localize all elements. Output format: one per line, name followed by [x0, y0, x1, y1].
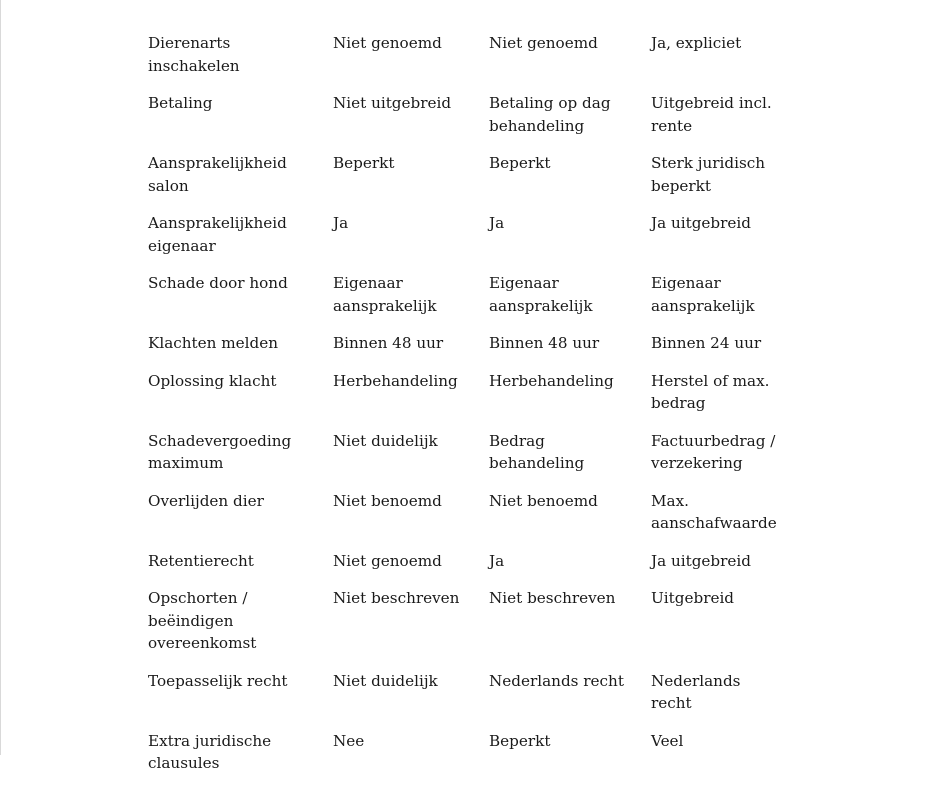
row-label: Klachten melden — [148, 334, 278, 352]
table-cell: Beperkt — [333, 154, 395, 172]
table-cell: Herbehandeling — [489, 371, 614, 390]
table-cell: Herbehandeling — [333, 371, 458, 390]
table-cell: Nederlands recht — [489, 671, 624, 690]
table-cell: Ja, expliciet — [651, 34, 742, 52]
row-label: Overlijden dier — [148, 491, 264, 510]
row-label: Retentierecht — [148, 551, 254, 570]
table-row — [140, 152, 789, 212]
table-cell: Ja — [489, 551, 505, 570]
table-cell: Betaling op dag behandeling — [489, 94, 611, 135]
table-cell: Eigenaar aansprakelijk — [489, 274, 593, 315]
table-row — [140, 670, 789, 730]
table-cell: Binnen 24 uur — [651, 334, 762, 352]
table-cell: Eigenaar aansprakelijk — [333, 274, 437, 315]
table-cell: Bedrag behandeling — [489, 431, 585, 472]
row-label: Toepasselijk recht — [148, 671, 288, 690]
table-cell: Ja uitgebreid — [651, 551, 751, 570]
table-cell: Nee — [333, 731, 365, 750]
table-row — [140, 730, 789, 790]
table-cell: Niet duidelijk — [333, 671, 438, 690]
table-cell: Beperkt — [489, 731, 551, 750]
table-cell: Niet beschreven — [489, 589, 616, 607]
table-cell: Niet benoemd — [489, 491, 598, 510]
table-cell: Niet duidelijk — [333, 431, 438, 450]
table-cell: Ja — [333, 214, 349, 232]
comparison-table-body — [140, 32, 789, 790]
table-cell: Veel — [651, 731, 684, 750]
row-label: Schade door hond — [148, 274, 288, 292]
table-cell: Niet benoemd — [333, 491, 442, 510]
table-cell: Herstel of max. bedrag — [651, 371, 770, 412]
table-row — [140, 272, 789, 332]
row-label: Extra juridische clausules — [148, 731, 272, 772]
table-cell: Niet beschreven — [333, 589, 460, 607]
table-row — [140, 92, 789, 152]
table-cell: Binnen 48 uur — [489, 334, 600, 352]
table-cell: Ja — [489, 214, 505, 232]
table-cell: Factuurbedrag / verzekering — [651, 431, 776, 472]
table-row — [140, 212, 789, 272]
table-row — [140, 430, 789, 490]
table-cell: Sterk juridisch beperkt — [651, 154, 766, 195]
table-cell: Niet genoemd — [333, 34, 442, 52]
table-cell: Nederlands recht — [651, 671, 741, 712]
table-cell: Binnen 48 uur — [333, 334, 444, 352]
row-label: Betaling — [148, 94, 213, 112]
row-label: Dierenarts inschakelen — [148, 34, 240, 75]
row-label: Opschorten / beëindigen overeenkomst — [148, 589, 257, 652]
table-cell: Niet genoemd — [333, 551, 442, 570]
page-left-border — [0, 0, 1, 755]
table-row — [140, 32, 789, 92]
row-label: Aansprakelijkheid eigenaar — [148, 214, 287, 255]
table-row — [140, 370, 789, 430]
table-cell: Eigenaar aansprakelijk — [651, 274, 755, 315]
table-row — [140, 332, 789, 370]
table-row — [140, 587, 789, 670]
row-label: Aansprakelijkheid salon — [148, 154, 287, 195]
table-cell: Beperkt — [489, 154, 551, 172]
table-cell: Uitgebreid incl. rente — [651, 94, 772, 135]
table-cell: Niet uitgebreid — [333, 94, 452, 112]
table-cell: Ja uitgebreid — [651, 214, 751, 232]
table-row — [140, 550, 789, 588]
comparison-table — [140, 32, 789, 790]
row-label: Oplossing klacht — [148, 371, 277, 390]
table-row — [140, 490, 789, 550]
row-label: Schadevergoeding maximum — [148, 431, 292, 472]
table-cell: Uitgebreid — [651, 589, 735, 607]
table-cell: Niet genoemd — [489, 34, 598, 52]
table-cell: Max. aanschafwaarde — [651, 491, 777, 532]
